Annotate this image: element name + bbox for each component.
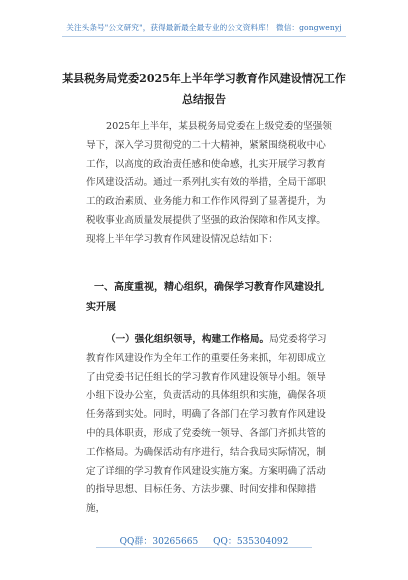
document-title-line1: 某县税务局党委2025年上半年学习教育作风建设情况工作 <box>62 72 346 85</box>
header-banner: 关注头条号"公文研究"，获得最新最全最专业的公文资料库！ 微信：gongwenyj <box>66 23 342 32</box>
footer-contact <box>0 534 408 547</box>
subsection-body-1: 局党委将学习教育作风建设作为全年工作的重要任务来抓，年初即成立了由党委书记任组长的学习教育作风建设领导小组。领导小组下设办公室，负责活动的具体组织和实施，确保各项任务落到实处。同时，明确了各部门在学习教育作风建设中的具体职责，形成了党委统一领导、各部门齐抓共管的工作格局。为确保活动有序进行，结合我局实际情况，制定了详细的学习教育作风建设实施方案。方案明确了活动的指导思想、目标任务、方法步骤、时间安排和保障措施， <box>86 334 327 515</box>
footer-qq-group: QQ群：30265665 <box>119 537 199 547</box>
footer-qq: QQ：535304092 <box>213 537 289 547</box>
footer-divider <box>96 547 312 548</box>
intro-paragraph: 2025年上半年，某县税务局党委在上级党委的坚强领导下，深入学习贯彻党的二十大精神，紧紧围绕税收中心工作，以高度的政治责任感和使命感，扎实开展学习教育作风建设活动。通过一系列扎实有效的举措，全局干部职工的政治素质、业务能力和工作作风得到了显著提升，为税收事业高质量发展提供了坚强的政治保障和作风支撑。现将上半年学习教育作风建设情况总结如下： <box>86 121 332 245</box>
subsection-paragraph-1 <box>86 331 333 519</box>
header-divider <box>62 36 346 37</box>
document-title-line2: 总结报告 <box>182 93 226 106</box>
section-heading-1: 一、高度重视，精心组织，确保学习教育作风建设扎实开展 <box>86 282 324 313</box>
subsection-lead-1: （一）强化组织领导，构建工作格局。 <box>106 334 270 345</box>
